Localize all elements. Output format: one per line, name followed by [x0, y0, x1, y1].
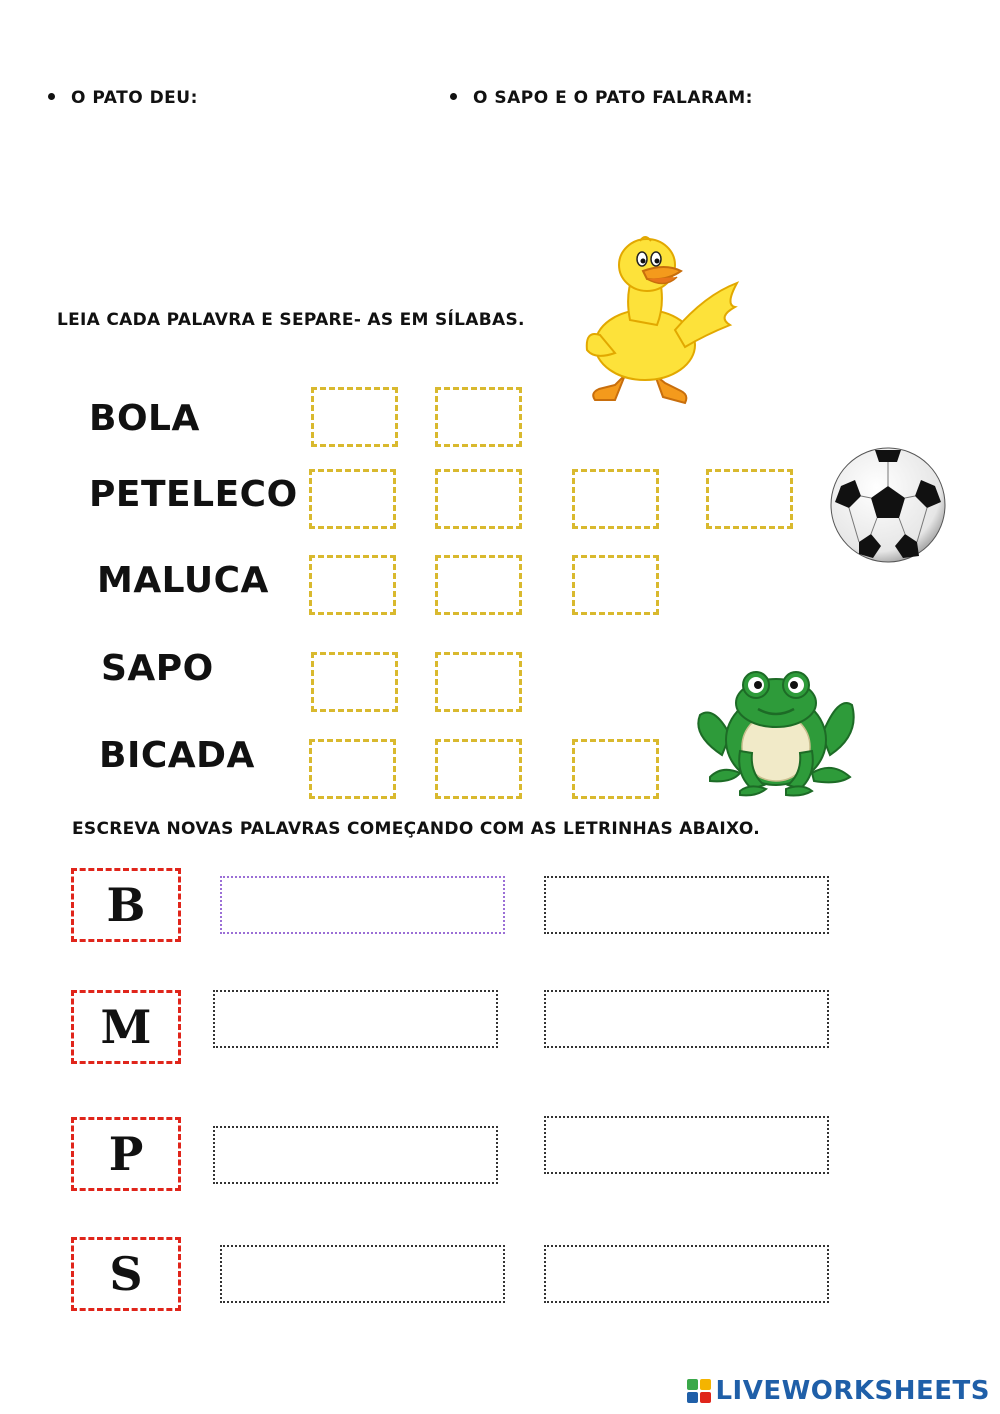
question-pato-deu: O PATO DEU: [48, 88, 198, 108]
logo-text: LIVEWORKSHEETS [715, 1376, 990, 1406]
word-maluca: MALUCA [97, 560, 269, 601]
syllable-instruction: LEIA CADA PALAVRA E SEPARE- AS EM SÍLABAS. [57, 310, 525, 330]
write-box-p-1[interactable] [213, 1126, 498, 1184]
write-box-p-2[interactable] [544, 1116, 829, 1174]
write-box-s-1[interactable] [220, 1245, 505, 1303]
syllable-box-peteleco-3[interactable] [572, 469, 659, 529]
syllable-box-sapo-2[interactable] [435, 652, 522, 712]
logo-grid-icon [687, 1379, 711, 1403]
syllable-box-peteleco-1[interactable] [309, 469, 396, 529]
write-box-s-2[interactable] [544, 1245, 829, 1303]
word-bicada: BICADA [99, 735, 255, 776]
letter-box-b [71, 868, 181, 942]
syllable-box-maluca-2[interactable] [435, 555, 522, 615]
letter-s: S [109, 1247, 143, 1301]
syllable-box-bicada-3[interactable] [572, 739, 659, 799]
syllable-box-bola-2[interactable] [435, 387, 522, 447]
write-box-b-2[interactable] [544, 876, 829, 934]
syllable-box-peteleco-2[interactable] [435, 469, 522, 529]
letter-b: B [106, 878, 146, 932]
question-sapo-pato-falaram: O SAPO E O PATO FALARAM: [450, 88, 753, 108]
letter-box-s [71, 1237, 181, 1311]
write-box-b-1[interactable] [220, 876, 505, 934]
frog-icon [692, 665, 860, 805]
syllable-box-bola-1[interactable] [311, 387, 398, 447]
letter-box-m [71, 990, 181, 1064]
letter-m: M [100, 1000, 152, 1054]
letter-p: P [108, 1127, 144, 1181]
word-sapo: SAPO [101, 648, 214, 689]
liveworksheets-logo[interactable] [687, 1376, 990, 1406]
bullet-icon [48, 93, 55, 100]
word-bola: BOLA [89, 398, 200, 439]
syllable-box-bicada-1[interactable] [309, 739, 396, 799]
word-peteleco: PETELECO [89, 474, 298, 515]
new-words-instruction: ESCREVA NOVAS PALAVRAS COMEÇANDO COM AS LETRINHAS ABAIXO. [72, 819, 760, 839]
syllable-box-maluca-1[interactable] [309, 555, 396, 615]
syllable-box-bicada-2[interactable] [435, 739, 522, 799]
syllable-box-maluca-3[interactable] [572, 555, 659, 615]
bullet-icon [450, 93, 457, 100]
syllable-box-sapo-1[interactable] [311, 652, 398, 712]
duck-icon [585, 235, 740, 410]
write-box-m-2[interactable] [544, 990, 829, 1048]
write-box-m-1[interactable] [213, 990, 498, 1048]
syllable-box-peteleco-4[interactable] [706, 469, 793, 529]
soccer-ball-icon [829, 446, 947, 564]
letter-box-p [71, 1117, 181, 1191]
